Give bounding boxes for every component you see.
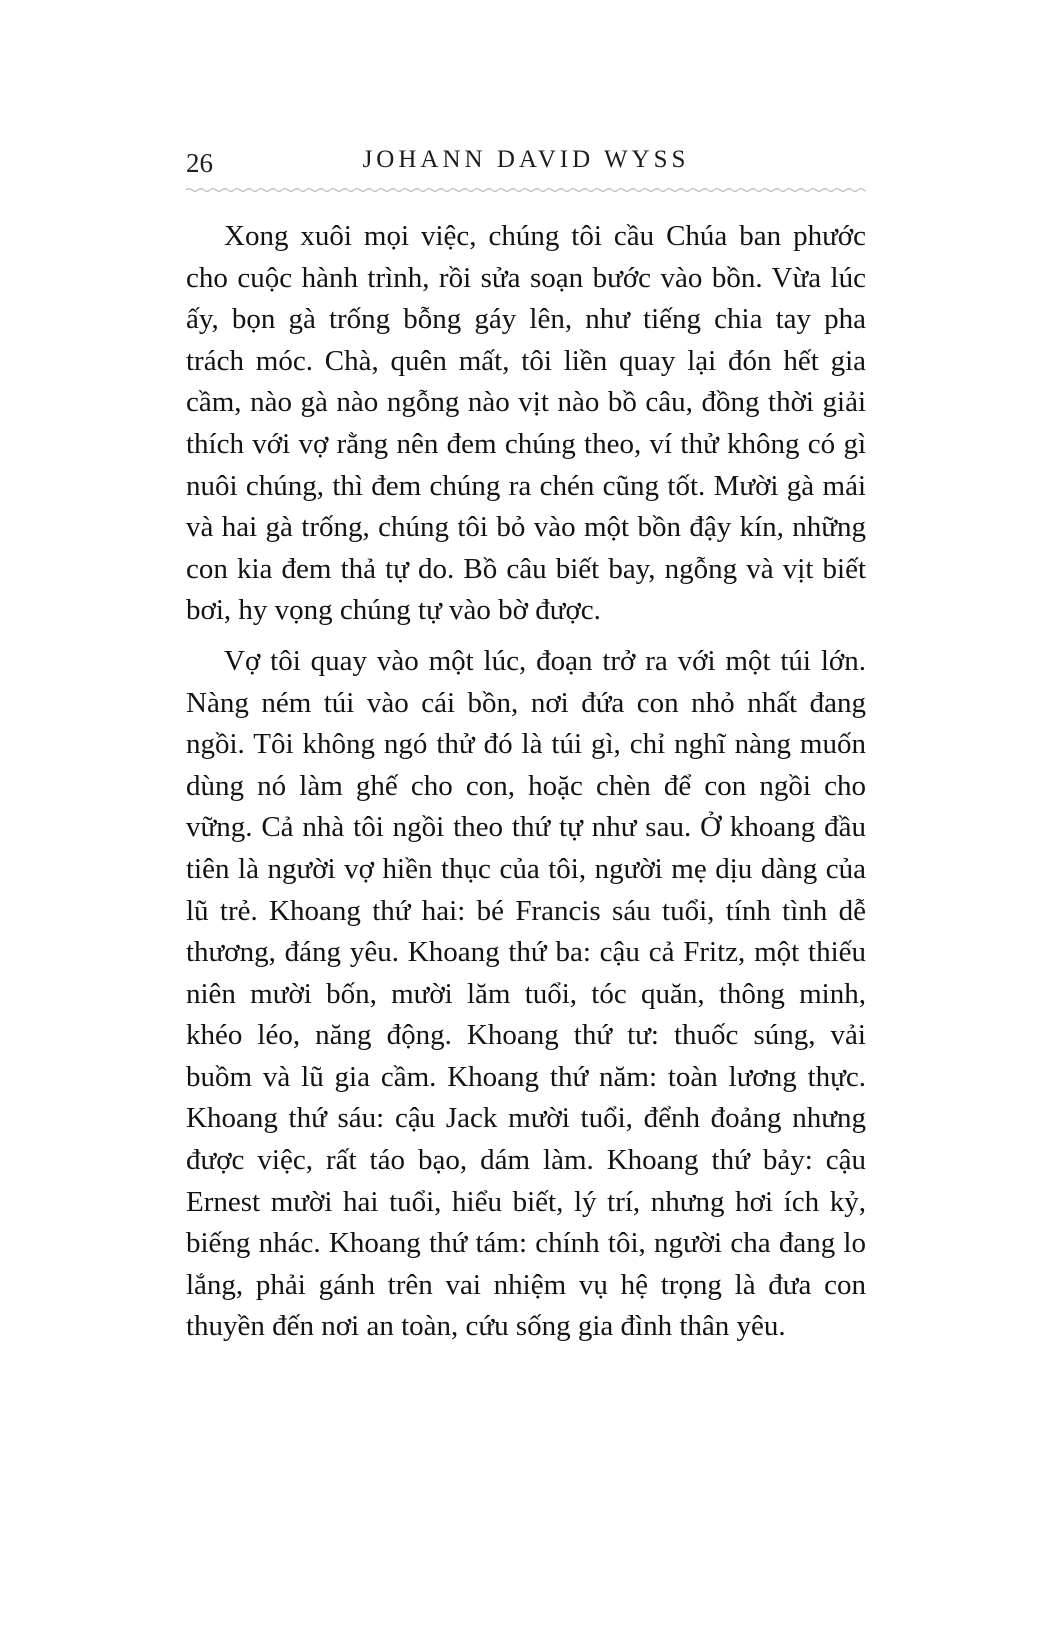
running-header: JOHANN DAVID WYSS [362,146,690,173]
page-number: 26 [186,148,213,178]
paragraph-2: Vợ tôi quay vào một lúc, đoạn trở ra với một túi lớn. Nàng ném túi vào cái bồn, nơi đứa con nhỏ nhất đang ngồi. Tôi không ngó thử đó là túi gì, chỉ nghĩ nàng muốn dùng nó làm ghế cho con, hoặc chèn để con ngồi cho vững. Cả nhà tôi ngồi theo thứ tự như sau. Ở khoang đầu tiên là người vợ hiền thục của tôi, người mẹ dịu dàng của lũ trẻ. Khoang thứ hai: bé Francis sáu tuổi, tính tình dễ thương, đáng yêu. Khoang thứ ba: cậu cả Fritz, một thiếu niên mười bốn, mười lăm tuổi, tóc quăn, thông minh, khéo léo, năng động. Khoang thứ tư: thuốc súng, vải buồm và lũ gia cầm. Khoang thứ năm: toàn lương thực. Khoang thứ sáu: cậu Jack mười tuổi, đểnh đoảng nhưng được việc, rất táo bạo, dám làm. Khoang thứ bảy: cậu Ernest mười hai tuổi, hiểu biết, lý trí, nhưng hơi ích kỷ, biếng nhác. Khoang thứ tám: chính tôi, người cha đang lo lắng, phải gánh trên vai nhiệm vụ hệ trọng là đưa con thuyền đến nơi an toàn, cứu sống gia đình thân yêu. [186,644,866,1343]
paragraph-1: Xong xuôi mọi việc, chúng tôi cầu Chúa ban phước cho cuộc hành trình, rồi sửa soạn bước vào bồn. Vừa lúc ấy, bọn gà trống bỗng gáy lên, như tiếng chia tay pha trách móc. Chà, quên mất, tôi liền quay lại đón hết gia cầm, nào gà nào ngỗng nào vịt nào bồ câu, đồng thời giải thích với vợ rằng nên đem chúng theo, ví thử không có gì nuôi chúng, thì đem chúng ra chén cũng tốt. Mười gà mái và hai gà trống, chúng tôi bỏ vào một bồn đậy kín, những con kia đem thả tự do. Bồ câu biết bay, ngỗng và vịt biết bơi, hy vọng chúng tự vào bờ được. [186,220,866,627]
page-header [186,146,866,180]
wavy-divider [186,186,866,194]
body-text [186,216,866,1348]
